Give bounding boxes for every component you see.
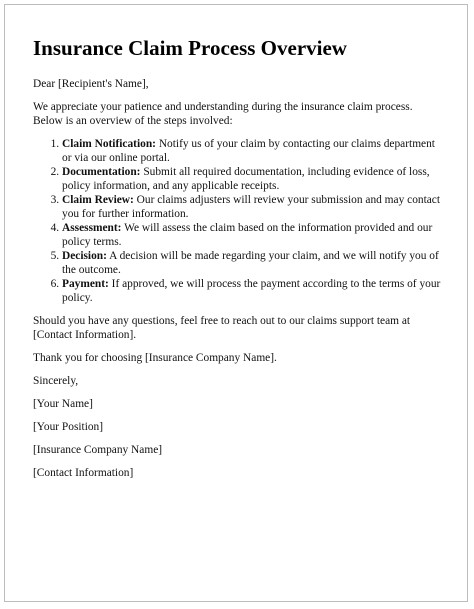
list-item bbox=[62, 277, 443, 305]
step-text: If approved, we will process the payment according to the terms of your policy. bbox=[62, 278, 441, 304]
closing: Sincerely, bbox=[33, 375, 79, 387]
step-term: Payment: bbox=[62, 278, 109, 290]
step-text: We will assess the claim based on the information provided and our policy terms. bbox=[62, 222, 433, 248]
step-term: Documentation: bbox=[62, 166, 141, 178]
signature-block bbox=[33, 374, 443, 480]
list-item bbox=[62, 137, 443, 165]
letter-body bbox=[33, 35, 443, 489]
step-text: Submit all required documentation, including evidence of loss, policy information, and any applicable receipts. bbox=[62, 166, 430, 192]
step-term: Decision: bbox=[62, 250, 107, 262]
step-term: Claim Review: bbox=[62, 194, 134, 206]
step-term: Claim Notification: bbox=[62, 138, 156, 150]
signature-contact: [Contact Information] bbox=[33, 467, 134, 479]
questions-paragraph: Should you have any questions, feel free to reach out to our claims support team at [Contact Information]. bbox=[33, 315, 411, 341]
list-item bbox=[62, 249, 443, 277]
thanks-paragraph: Thank you for choosing [Insurance Company Name]. bbox=[33, 352, 277, 364]
step-term: Assessment: bbox=[62, 222, 122, 234]
list-item bbox=[62, 193, 443, 221]
salutation: Dear [Recipient's Name], bbox=[33, 78, 149, 90]
signature-position: [Your Position] bbox=[33, 421, 104, 433]
step-text: Our claims adjusters will review your submission and may contact you for further information. bbox=[62, 194, 441, 220]
list-item bbox=[62, 165, 443, 193]
signature-company: [Insurance Company Name] bbox=[33, 444, 163, 456]
list-item bbox=[62, 221, 443, 249]
intro-paragraph: We appreciate your patience and understanding during the insurance claim process. Below is an overview of the steps involved: bbox=[33, 101, 413, 127]
page-title: Insurance Claim Process Overview bbox=[33, 36, 347, 60]
step-text: Notify us of your claim by contacting our claims department or via our online portal. bbox=[62, 138, 435, 164]
letter-page bbox=[4, 4, 468, 602]
steps-list bbox=[33, 137, 443, 305]
step-text: A decision will be made regarding your claim, and we will notify you of the outcome. bbox=[62, 250, 439, 276]
signature-name: [Your Name] bbox=[33, 398, 93, 410]
